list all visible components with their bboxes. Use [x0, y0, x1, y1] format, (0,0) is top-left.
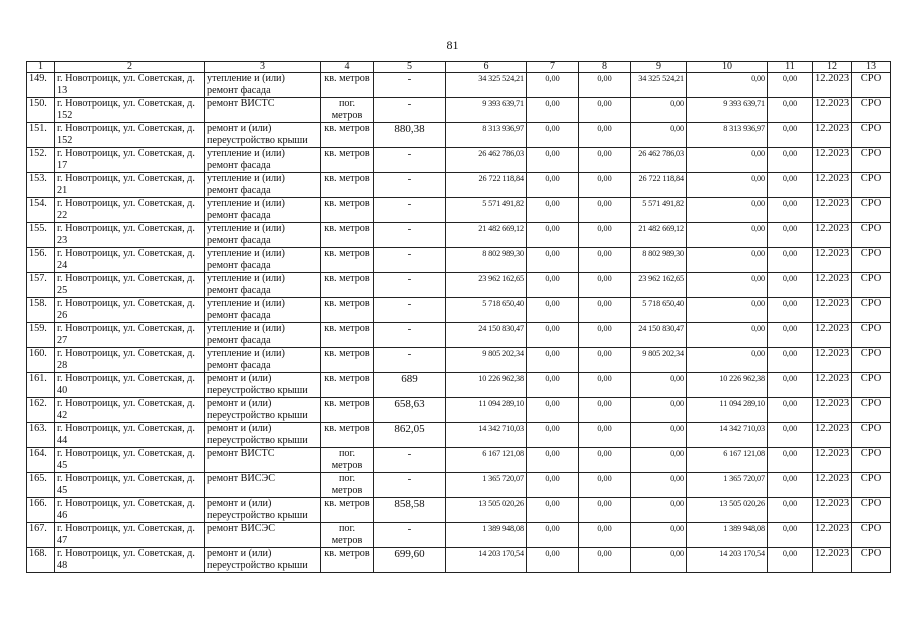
address-cell: г. Новотроицк, ул. Советская, д. 27 [55, 323, 205, 348]
repair-registry-table [26, 61, 891, 573]
budget-cell: 0,00 [579, 248, 631, 273]
budget-cell: 0,00 [579, 498, 631, 523]
work-type-cell: утепление и (или) ремонт фасада [205, 323, 321, 348]
column-number-header: 12 [813, 62, 852, 73]
work-type-cell: ремонт и (или) переустройство крыши [205, 423, 321, 448]
quantity-cell: - [374, 273, 446, 298]
deadline-cell: 12.2023 [813, 423, 852, 448]
executor-cell: СРО [852, 248, 891, 273]
fund-cell: 0,00 [527, 373, 579, 398]
roof-network-cost-cell: 0,00 [687, 173, 768, 198]
facade-cost-cell: 24 150 830,47 [631, 323, 687, 348]
total-cost-cell: 24 150 830,47 [446, 323, 527, 348]
budget-cell: 0,00 [579, 273, 631, 298]
total-cost-cell: 1 389 948,08 [446, 523, 527, 548]
address-cell: г. Новотроицк, ул. Советская, д. 21 [55, 173, 205, 198]
roof-network-cost-cell: 1 365 720,07 [687, 473, 768, 498]
work-type-cell: ремонт ВИСЭС [205, 473, 321, 498]
fund-cell: 0,00 [527, 123, 579, 148]
quantity-cell: - [374, 148, 446, 173]
total-cost-cell: 34 325 524,21 [446, 73, 527, 98]
table-row [27, 148, 891, 173]
address-cell: г. Новотроицк, ул. Советская, д. 45 [55, 473, 205, 498]
quantity-cell: - [374, 73, 446, 98]
budget-cell: 0,00 [579, 123, 631, 148]
table-body [27, 73, 891, 573]
table-header [27, 62, 891, 73]
quantity-cell: - [374, 448, 446, 473]
address-cell: г. Новотроицк, ул. Советская, д. 26 [55, 298, 205, 323]
fund-cell: 0,00 [527, 448, 579, 473]
row-number-cell: 151. [27, 123, 55, 148]
facade-cost-cell: 8 802 989,30 [631, 248, 687, 273]
address-cell: г. Новотроицк, ул. Советская, д. 46 [55, 498, 205, 523]
facade-cost-cell: 0,00 [631, 498, 687, 523]
budget-cell: 0,00 [579, 423, 631, 448]
deadline-cell: 12.2023 [813, 473, 852, 498]
budget-cell: 0,00 [579, 373, 631, 398]
address-cell: г. Новотроицк, ул. Советская, д. 152 [55, 98, 205, 123]
table-row [27, 273, 891, 298]
owners-funds-cell: 0,00 [768, 98, 813, 123]
owners-funds-cell: 0,00 [768, 398, 813, 423]
address-cell: г. Новотроицк, ул. Советская, д. 28 [55, 348, 205, 373]
budget-cell: 0,00 [579, 298, 631, 323]
row-number-cell: 161. [27, 373, 55, 398]
roof-network-cost-cell: 0,00 [687, 223, 768, 248]
facade-cost-cell: 0,00 [631, 423, 687, 448]
facade-cost-cell: 0,00 [631, 373, 687, 398]
facade-cost-cell: 9 805 202,34 [631, 348, 687, 373]
budget-cell: 0,00 [579, 98, 631, 123]
roof-network-cost-cell: 14 342 710,03 [687, 423, 768, 448]
executor-cell: СРО [852, 348, 891, 373]
unit-cell: кв. метров [321, 498, 374, 523]
budget-cell: 0,00 [579, 223, 631, 248]
fund-cell: 0,00 [527, 173, 579, 198]
address-cell: г. Новотроицк, ул. Советская, д. 25 [55, 273, 205, 298]
executor-cell: СРО [852, 498, 891, 523]
quantity-cell: - [374, 523, 446, 548]
owners-funds-cell: 0,00 [768, 248, 813, 273]
roof-network-cost-cell: 9 393 639,71 [687, 98, 768, 123]
executor-cell: СРО [852, 223, 891, 248]
row-number-cell: 149. [27, 73, 55, 98]
unit-cell: кв. метров [321, 173, 374, 198]
quantity-cell: - [374, 198, 446, 223]
owners-funds-cell: 0,00 [768, 473, 813, 498]
work-type-cell: утепление и (или) ремонт фасада [205, 248, 321, 273]
total-cost-cell: 8 802 989,30 [446, 248, 527, 273]
table-row [27, 373, 891, 398]
row-number-cell: 156. [27, 248, 55, 273]
executor-cell: СРО [852, 273, 891, 298]
total-cost-cell: 6 167 121,08 [446, 448, 527, 473]
row-number-cell: 160. [27, 348, 55, 373]
owners-funds-cell: 0,00 [768, 148, 813, 173]
deadline-cell: 12.2023 [813, 348, 852, 373]
facade-cost-cell: 5 718 650,40 [631, 298, 687, 323]
fund-cell: 0,00 [527, 498, 579, 523]
fund-cell: 0,00 [527, 348, 579, 373]
work-type-cell: утепление и (или) ремонт фасада [205, 73, 321, 98]
unit-cell: кв. метров [321, 423, 374, 448]
roof-network-cost-cell: 14 203 170,54 [687, 548, 768, 573]
total-cost-cell: 13 505 020,26 [446, 498, 527, 523]
total-cost-cell: 9 805 202,34 [446, 348, 527, 373]
unit-cell: пог. метров [321, 473, 374, 498]
total-cost-cell: 14 342 710,03 [446, 423, 527, 448]
deadline-cell: 12.2023 [813, 498, 852, 523]
deadline-cell: 12.2023 [813, 323, 852, 348]
budget-cell: 0,00 [579, 323, 631, 348]
deadline-cell: 12.2023 [813, 248, 852, 273]
unit-cell: кв. метров [321, 348, 374, 373]
row-number-cell: 158. [27, 298, 55, 323]
deadline-cell: 12.2023 [813, 298, 852, 323]
table-row [27, 198, 891, 223]
owners-funds-cell: 0,00 [768, 223, 813, 248]
row-number-cell: 155. [27, 223, 55, 248]
deadline-cell: 12.2023 [813, 173, 852, 198]
table-row [27, 423, 891, 448]
owners-funds-cell: 0,00 [768, 198, 813, 223]
budget-cell: 0,00 [579, 148, 631, 173]
roof-network-cost-cell: 8 313 936,97 [687, 123, 768, 148]
total-cost-cell: 14 203 170,54 [446, 548, 527, 573]
row-number-cell: 152. [27, 148, 55, 173]
total-cost-cell: 23 962 162,65 [446, 273, 527, 298]
address-cell: г. Новотроицк, ул. Советская, д. 152 [55, 123, 205, 148]
quantity-cell: 689 [374, 373, 446, 398]
owners-funds-cell: 0,00 [768, 123, 813, 148]
facade-cost-cell: 26 462 786,03 [631, 148, 687, 173]
roof-network-cost-cell: 13 505 020,26 [687, 498, 768, 523]
address-cell: г. Новотроицк, ул. Советская, д. 48 [55, 548, 205, 573]
unit-cell: кв. метров [321, 398, 374, 423]
executor-cell: СРО [852, 548, 891, 573]
row-number-cell: 165. [27, 473, 55, 498]
owners-funds-cell: 0,00 [768, 323, 813, 348]
deadline-cell: 12.2023 [813, 98, 852, 123]
column-number-header: 10 [687, 62, 768, 73]
row-number-cell: 167. [27, 523, 55, 548]
total-cost-cell: 26 462 786,03 [446, 148, 527, 173]
work-type-cell: утепление и (или) ремонт фасада [205, 273, 321, 298]
executor-cell: СРО [852, 398, 891, 423]
roof-network-cost-cell: 0,00 [687, 198, 768, 223]
quantity-cell: - [374, 173, 446, 198]
facade-cost-cell: 26 722 118,84 [631, 173, 687, 198]
fund-cell: 0,00 [527, 248, 579, 273]
executor-cell: СРО [852, 423, 891, 448]
column-number-header: 1 [27, 62, 55, 73]
row-number-cell: 166. [27, 498, 55, 523]
table-row [27, 448, 891, 473]
column-number-header: 6 [446, 62, 527, 73]
quantity-cell: - [374, 298, 446, 323]
budget-cell: 0,00 [579, 348, 631, 373]
address-cell: г. Новотроицк, ул. Советская, д. 23 [55, 223, 205, 248]
unit-cell: кв. метров [321, 248, 374, 273]
executor-cell: СРО [852, 73, 891, 98]
executor-cell: СРО [852, 198, 891, 223]
column-number-header: 13 [852, 62, 891, 73]
total-cost-cell: 10 226 962,38 [446, 373, 527, 398]
total-cost-cell: 5 718 650,40 [446, 298, 527, 323]
quantity-cell: - [374, 473, 446, 498]
executor-cell: СРО [852, 448, 891, 473]
table-row [27, 73, 891, 98]
quantity-cell: - [374, 323, 446, 348]
executor-cell: СРО [852, 148, 891, 173]
work-type-cell: утепление и (или) ремонт фасада [205, 148, 321, 173]
quantity-cell: - [374, 223, 446, 248]
unit-cell: кв. метров [321, 123, 374, 148]
budget-cell: 0,00 [579, 198, 631, 223]
quantity-cell: 858,58 [374, 498, 446, 523]
total-cost-cell: 8 313 936,97 [446, 123, 527, 148]
unit-cell: кв. метров [321, 548, 374, 573]
table-row [27, 473, 891, 498]
quantity-cell: 658,63 [374, 398, 446, 423]
roof-network-cost-cell: 10 226 962,38 [687, 373, 768, 398]
address-cell: г. Новотроицк, ул. Советская, д. 22 [55, 198, 205, 223]
executor-cell: СРО [852, 98, 891, 123]
total-cost-cell: 9 393 639,71 [446, 98, 527, 123]
address-cell: г. Новотроицк, ул. Советская, д. 40 [55, 373, 205, 398]
deadline-cell: 12.2023 [813, 123, 852, 148]
executor-cell: СРО [852, 323, 891, 348]
roof-network-cost-cell: 0,00 [687, 348, 768, 373]
owners-funds-cell: 0,00 [768, 548, 813, 573]
column-number-header: 5 [374, 62, 446, 73]
row-number-cell: 150. [27, 98, 55, 123]
roof-network-cost-cell: 11 094 289,10 [687, 398, 768, 423]
deadline-cell: 12.2023 [813, 373, 852, 398]
quantity-cell: - [374, 248, 446, 273]
deadline-cell: 12.2023 [813, 398, 852, 423]
facade-cost-cell: 0,00 [631, 398, 687, 423]
address-cell: г. Новотроицк, ул. Советская, д. 13 [55, 73, 205, 98]
fund-cell: 0,00 [527, 473, 579, 498]
owners-funds-cell: 0,00 [768, 448, 813, 473]
owners-funds-cell: 0,00 [768, 348, 813, 373]
budget-cell: 0,00 [579, 523, 631, 548]
row-number-cell: 162. [27, 398, 55, 423]
roof-network-cost-cell: 0,00 [687, 323, 768, 348]
executor-cell: СРО [852, 473, 891, 498]
header-row [27, 62, 891, 73]
table-row [27, 523, 891, 548]
fund-cell: 0,00 [527, 398, 579, 423]
fund-cell: 0,00 [527, 98, 579, 123]
executor-cell: СРО [852, 123, 891, 148]
fund-cell: 0,00 [527, 273, 579, 298]
budget-cell: 0,00 [579, 398, 631, 423]
roof-network-cost-cell: 0,00 [687, 248, 768, 273]
work-type-cell: утепление и (или) ремонт фасада [205, 223, 321, 248]
quantity-cell: - [374, 348, 446, 373]
row-number-cell: 164. [27, 448, 55, 473]
budget-cell: 0,00 [579, 173, 631, 198]
column-number-header: 8 [579, 62, 631, 73]
work-type-cell: ремонт и (или) переустройство крыши [205, 373, 321, 398]
fund-cell: 0,00 [527, 298, 579, 323]
budget-cell: 0,00 [579, 473, 631, 498]
total-cost-cell: 21 482 669,12 [446, 223, 527, 248]
work-type-cell: ремонт и (или) переустройство крыши [205, 398, 321, 423]
deadline-cell: 12.2023 [813, 448, 852, 473]
owners-funds-cell: 0,00 [768, 523, 813, 548]
table-row [27, 548, 891, 573]
row-number-cell: 154. [27, 198, 55, 223]
executor-cell: СРО [852, 298, 891, 323]
unit-cell: кв. метров [321, 223, 374, 248]
roof-network-cost-cell: 0,00 [687, 298, 768, 323]
unit-cell: кв. метров [321, 73, 374, 98]
facade-cost-cell: 5 571 491,82 [631, 198, 687, 223]
fund-cell: 0,00 [527, 523, 579, 548]
fund-cell: 0,00 [527, 223, 579, 248]
deadline-cell: 12.2023 [813, 273, 852, 298]
table-row [27, 323, 891, 348]
address-cell: г. Новотроицк, ул. Советская, д. 45 [55, 448, 205, 473]
owners-funds-cell: 0,00 [768, 298, 813, 323]
quantity-cell: - [374, 98, 446, 123]
row-number-cell: 159. [27, 323, 55, 348]
table-row [27, 298, 891, 323]
total-cost-cell: 5 571 491,82 [446, 198, 527, 223]
unit-cell: кв. метров [321, 273, 374, 298]
unit-cell: кв. метров [321, 298, 374, 323]
facade-cost-cell: 0,00 [631, 448, 687, 473]
quantity-cell: 880,38 [374, 123, 446, 148]
table-row [27, 498, 891, 523]
table-row [27, 248, 891, 273]
work-type-cell: ремонт ВИСЭС [205, 523, 321, 548]
work-type-cell: ремонт ВИСТС [205, 448, 321, 473]
deadline-cell: 12.2023 [813, 73, 852, 98]
budget-cell: 0,00 [579, 448, 631, 473]
table-row [27, 173, 891, 198]
table-row [27, 223, 891, 248]
unit-cell: пог. метров [321, 523, 374, 548]
column-number-header: 11 [768, 62, 813, 73]
owners-funds-cell: 0,00 [768, 273, 813, 298]
quantity-cell: 862,05 [374, 423, 446, 448]
fund-cell: 0,00 [527, 198, 579, 223]
roof-network-cost-cell: 0,00 [687, 73, 768, 98]
fund-cell: 0,00 [527, 548, 579, 573]
unit-cell: пог. метров [321, 98, 374, 123]
facade-cost-cell: 0,00 [631, 473, 687, 498]
executor-cell: СРО [852, 173, 891, 198]
budget-cell: 0,00 [579, 73, 631, 98]
executor-cell: СРО [852, 523, 891, 548]
work-type-cell: утепление и (или) ремонт фасада [205, 298, 321, 323]
work-type-cell: утепление и (или) ремонт фасада [205, 348, 321, 373]
work-type-cell: ремонт и (или) переустройство крыши [205, 123, 321, 148]
fund-cell: 0,00 [527, 73, 579, 98]
roof-network-cost-cell: 0,00 [687, 148, 768, 173]
deadline-cell: 12.2023 [813, 223, 852, 248]
deadline-cell: 12.2023 [813, 523, 852, 548]
unit-cell: пог. метров [321, 448, 374, 473]
roof-network-cost-cell: 1 389 948,08 [687, 523, 768, 548]
row-number-cell: 168. [27, 548, 55, 573]
unit-cell: кв. метров [321, 198, 374, 223]
work-type-cell: утепление и (или) ремонт фасада [205, 198, 321, 223]
column-number-header: 7 [527, 62, 579, 73]
owners-funds-cell: 0,00 [768, 173, 813, 198]
deadline-cell: 12.2023 [813, 548, 852, 573]
table-row [27, 123, 891, 148]
fund-cell: 0,00 [527, 148, 579, 173]
facade-cost-cell: 21 482 669,12 [631, 223, 687, 248]
quantity-cell: 699,60 [374, 548, 446, 573]
facade-cost-cell: 23 962 162,65 [631, 273, 687, 298]
fund-cell: 0,00 [527, 323, 579, 348]
work-type-cell: ремонт ВИСТС [205, 98, 321, 123]
address-cell: г. Новотроицк, ул. Советская, д. 24 [55, 248, 205, 273]
address-cell: г. Новотроицк, ул. Советская, д. 42 [55, 398, 205, 423]
total-cost-cell: 11 094 289,10 [446, 398, 527, 423]
unit-cell: кв. метров [321, 323, 374, 348]
column-number-header: 3 [205, 62, 321, 73]
budget-cell: 0,00 [579, 548, 631, 573]
owners-funds-cell: 0,00 [768, 498, 813, 523]
table-row [27, 398, 891, 423]
column-number-header: 4 [321, 62, 374, 73]
total-cost-cell: 26 722 118,84 [446, 173, 527, 198]
deadline-cell: 12.2023 [813, 198, 852, 223]
facade-cost-cell: 0,00 [631, 548, 687, 573]
column-number-header: 2 [55, 62, 205, 73]
facade-cost-cell: 0,00 [631, 123, 687, 148]
owners-funds-cell: 0,00 [768, 73, 813, 98]
executor-cell: СРО [852, 373, 891, 398]
address-cell: г. Новотроицк, ул. Советская, д. 47 [55, 523, 205, 548]
fund-cell: 0,00 [527, 423, 579, 448]
unit-cell: кв. метров [321, 373, 374, 398]
facade-cost-cell: 0,00 [631, 523, 687, 548]
deadline-cell: 12.2023 [813, 148, 852, 173]
work-type-cell: ремонт и (или) переустройство крыши [205, 548, 321, 573]
owners-funds-cell: 0,00 [768, 373, 813, 398]
roof-network-cost-cell: 6 167 121,08 [687, 448, 768, 473]
work-type-cell: утепление и (или) ремонт фасада [205, 173, 321, 198]
row-number-cell: 153. [27, 173, 55, 198]
table-row [27, 348, 891, 373]
total-cost-cell: 1 365 720,07 [446, 473, 527, 498]
address-cell: г. Новотроицк, ул. Советская, д. 17 [55, 148, 205, 173]
work-type-cell: ремонт и (или) переустройство крыши [205, 498, 321, 523]
table-row [27, 98, 891, 123]
facade-cost-cell: 0,00 [631, 98, 687, 123]
page-number: 81 [446, 38, 459, 52]
address-cell: г. Новотроицк, ул. Советская, д. 44 [55, 423, 205, 448]
column-number-header: 9 [631, 62, 687, 73]
owners-funds-cell: 0,00 [768, 423, 813, 448]
facade-cost-cell: 34 325 524,21 [631, 73, 687, 98]
row-number-cell: 163. [27, 423, 55, 448]
roof-network-cost-cell: 0,00 [687, 273, 768, 298]
row-number-cell: 157. [27, 273, 55, 298]
unit-cell: кв. метров [321, 148, 374, 173]
